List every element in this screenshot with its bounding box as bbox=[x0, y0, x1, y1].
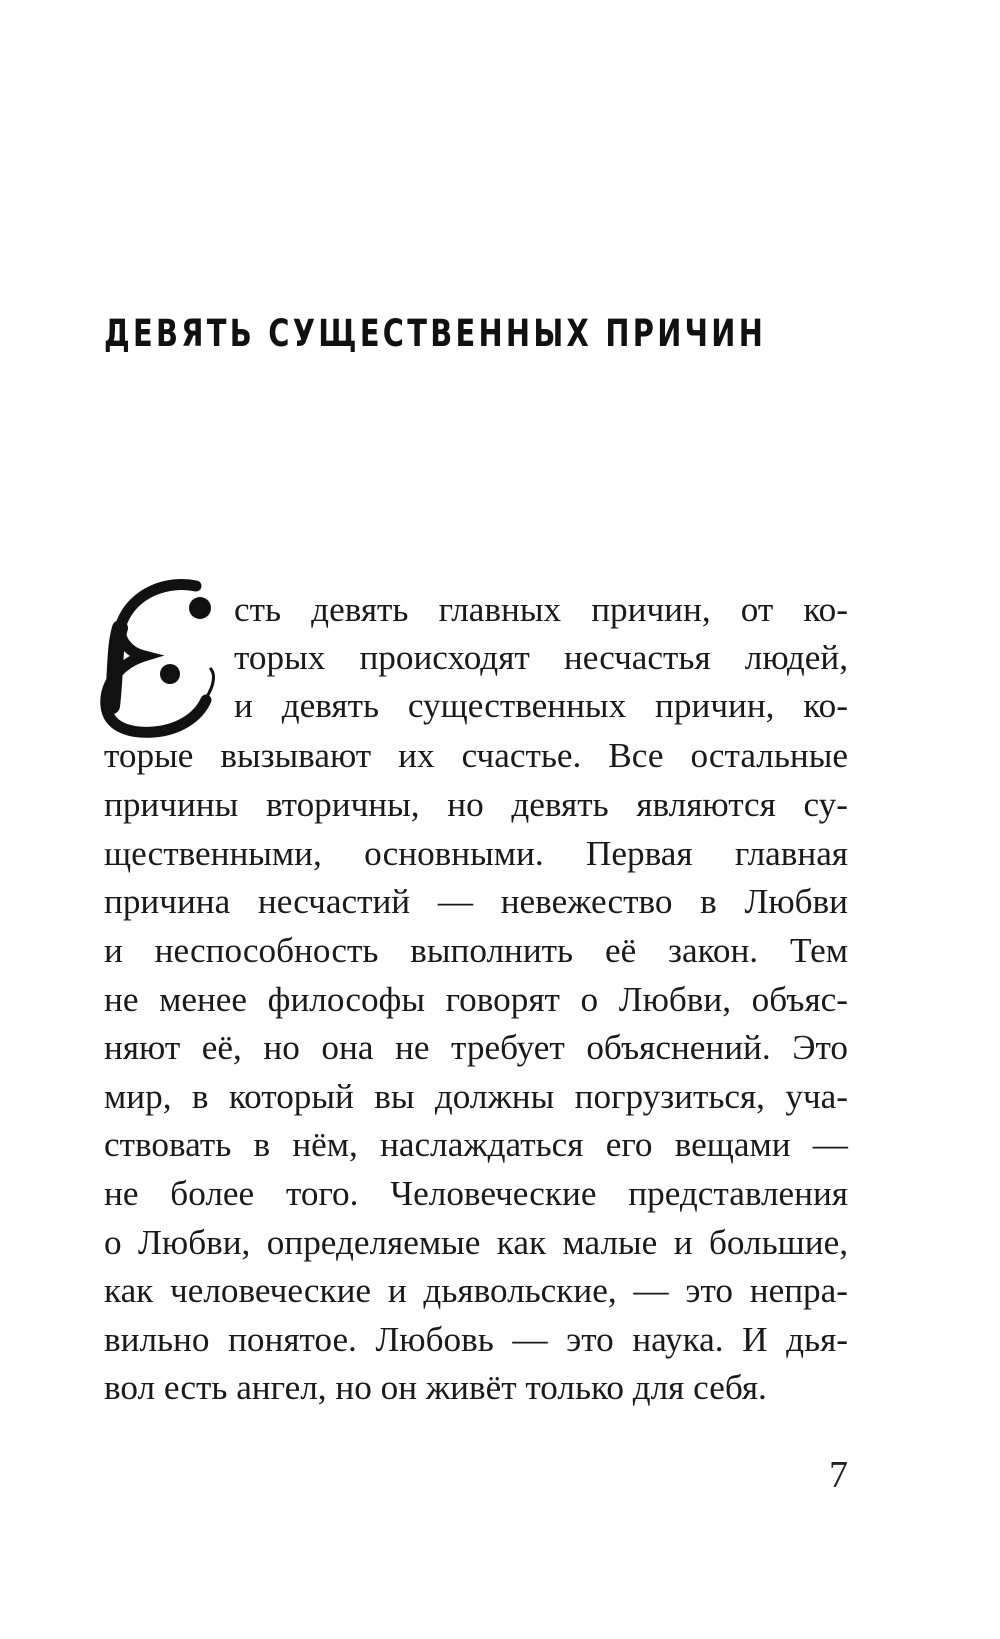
body-line: щественными, основными. Первая главная bbox=[104, 834, 848, 873]
chapter-title: ДЕВЯТЬ СУЩЕСТВЕННЫХ ПРИЧИН bbox=[104, 312, 767, 355]
drop-cap-letter bbox=[98, 578, 222, 738]
body-line: торых происходят несчастья людей, bbox=[234, 638, 848, 677]
body-line: как человеческие и дьявольские, — это непра- bbox=[104, 1271, 848, 1310]
body-line: и девять существенных причин, ко- bbox=[234, 686, 848, 725]
body-line: причины вторичны, но девять являются су- bbox=[104, 785, 848, 824]
body-line: няют её, но она не требует объяснений. Это bbox=[104, 1028, 848, 1067]
body-line: причина несчастий — невежество в Любви bbox=[104, 882, 848, 921]
body-line: мир, в который вы должны погрузиться, уча- bbox=[104, 1077, 848, 1116]
body-line: о Любви, определяемые как малые и большие, bbox=[104, 1223, 848, 1262]
page-number: 7 bbox=[829, 1454, 848, 1496]
body-line: не менее философы говорят о Любви, объяс- bbox=[104, 980, 848, 1019]
body-line: не более того. Человеческие представления bbox=[104, 1174, 848, 1213]
body-line: вол есть ангел, но он живёт только для себя. bbox=[104, 1368, 767, 1407]
body-line: ствовать в нём, наслаждаться его вещами — bbox=[104, 1125, 848, 1164]
body-line: торые вызывают их счастье. Все остальные bbox=[104, 736, 848, 775]
body-line: вильно понятое. Любовь — это наука. И дья- bbox=[104, 1320, 848, 1359]
body-line: сть девять главных причин, от ко- bbox=[234, 590, 848, 629]
body-line: и неспособность выполнить её закон. Тем bbox=[104, 931, 848, 970]
